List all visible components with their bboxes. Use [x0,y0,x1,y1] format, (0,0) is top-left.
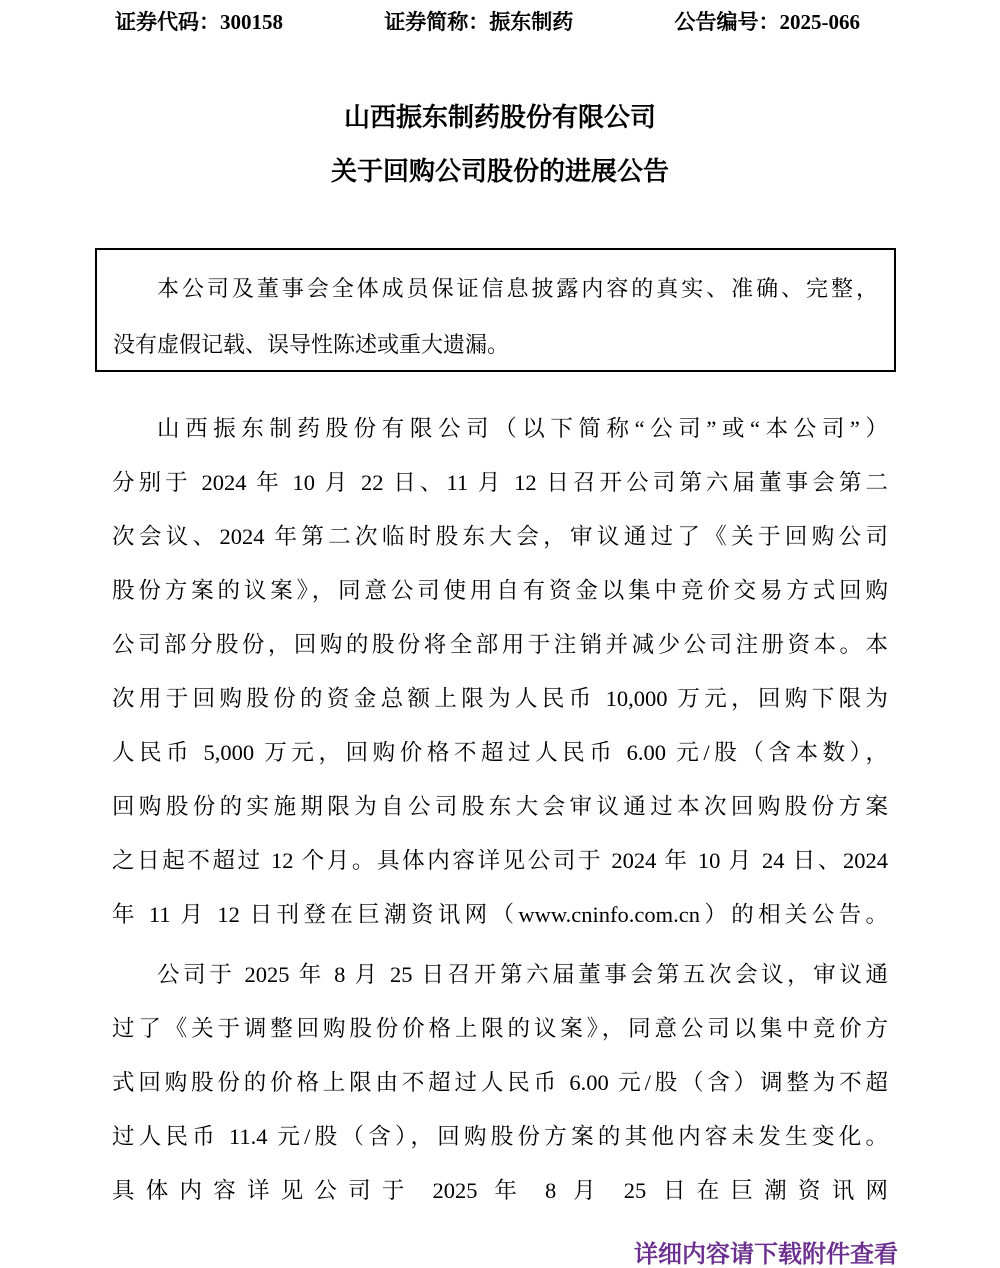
stock-code: 证券代码：300158 [115,10,283,34]
body-line: 公司于 2025 年 8 月 25 日召开第六届董事会第五次会议，审议通 [157,962,888,987]
body-line: 公司部分股份，回购的股份将全部用于注销并减少公司注册资本。本 [112,632,888,657]
body-line: 之日起不超过 12 个月。具体内容详见公司于 2024 年 10 月 24 日、2024 [112,848,888,873]
download-attachment-note[interactable]: 详细内容请下载附件查看 [634,1241,898,1268]
disclaimer-line: 本公司及董事会全体成员保证信息披露内容的真实、准确、完整， [157,276,878,301]
paragraph-2 [112,948,888,1218]
body-line: 股份方案的议案》，同意公司使用自有资金以集中竞价交易方式回购 [112,578,888,603]
body-line: 回购股份的实施期限为自公司股东大会审议通过本次回购股份方案 [112,794,888,819]
body-line: 分别于 2024 年 10 月 22 日、11 月 12 日召开公司第六届董事会第二 [112,470,888,495]
document-header [115,6,860,36]
body-line: 山西振东制药股份有限公司（以下简称“公司”或“本公司”） [157,416,888,441]
company-title: 山西振东制药股份有限公司 [343,103,656,132]
stock-abbreviation: 证券简称：振东制药 [384,10,574,34]
document-body [112,402,888,1218]
body-line: 过了《关于调整回购股份价格上限的议案》，同意公司以集中竞价方 [112,1016,888,1041]
body-line: 次用于回购股份的资金总额上限为人民币 10,000 万元，回购下限为 [112,686,888,711]
announcement-subject: 关于回购公司股份的进展公告 [330,157,669,186]
body-line: 过人民币 11.4 元/股（含），回购股份方案的其他内容未发生变化。 [112,1124,888,1149]
paragraph-1 [112,402,888,942]
disclaimer-box [95,248,896,372]
disclaimer-line: 没有虚假记载、误导性陈述或重大遗漏。 [113,332,510,357]
body-line: 式回购股份的价格上限由不超过人民币 6.00 元/股（含）调整为不超 [112,1070,888,1095]
body-line: 年 11 月 12 日刊登在巨潮资讯网（www.cninfo.com.cn）的相关公告。 [112,902,888,927]
body-line: 具体内容详见公司于 2025 年 8 月 25 日在巨潮资讯网 [112,1178,888,1203]
announcement-number: 公告编号：2025-066 [674,10,860,34]
body-line: 人民币 5,000 万元，回购价格不超过人民币 6.00 元/股（含本数）， [112,740,888,765]
body-line: 次会议、2024 年第二次临时股东大会，审议通过了《关于回购公司 [112,524,888,549]
